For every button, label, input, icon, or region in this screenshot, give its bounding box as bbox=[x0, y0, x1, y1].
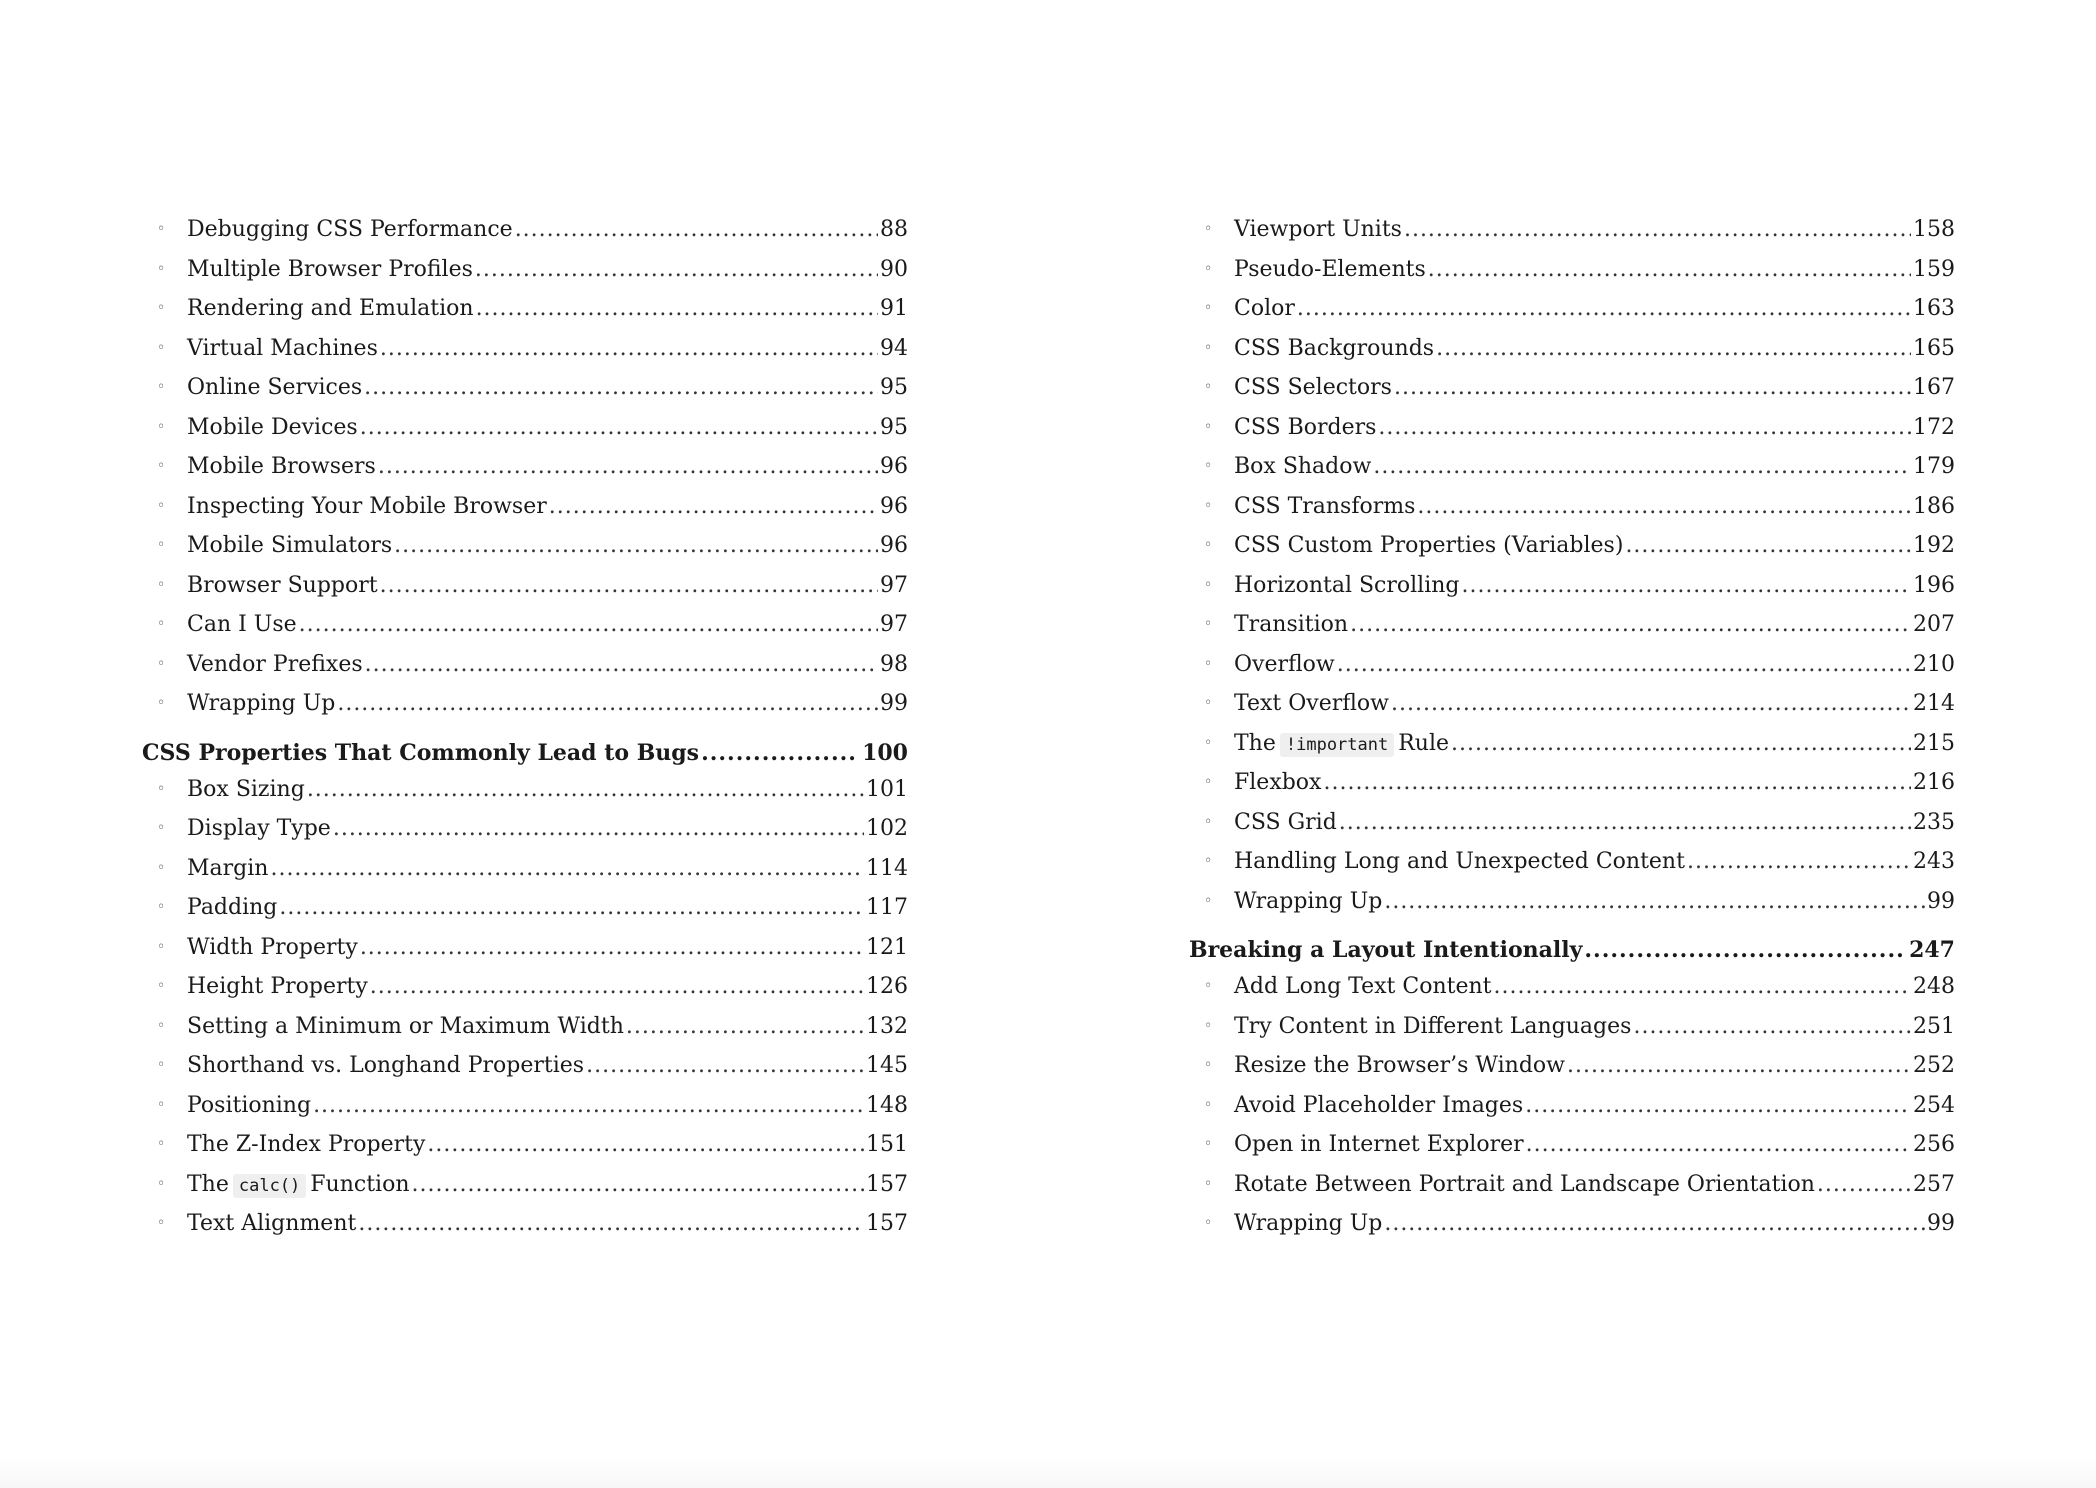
dot-leader bbox=[1384, 882, 1925, 922]
toc-entry[interactable] bbox=[142, 1204, 908, 1244]
bullet-icon: ◦ bbox=[157, 978, 166, 994]
toc-entry[interactable] bbox=[142, 447, 908, 487]
toc-entry[interactable] bbox=[142, 329, 908, 369]
bullet-icon: ◦ bbox=[1204, 1175, 1213, 1192]
entry-title: Handling Long and Unexpected Content bbox=[1234, 849, 1685, 874]
entry-title-prefix: The bbox=[187, 1171, 229, 1197]
entry-title: Add Long Text Content bbox=[1234, 974, 1492, 999]
dot-leader bbox=[313, 1086, 864, 1126]
dot-leader bbox=[370, 967, 864, 1007]
toc-entry[interactable] bbox=[1189, 645, 1955, 685]
toc-section-heading[interactable] bbox=[1189, 933, 1955, 967]
dot-leader bbox=[1567, 1046, 1911, 1086]
entry-title: Text Alignment bbox=[187, 1211, 357, 1236]
toc-entry[interactable] bbox=[142, 809, 908, 849]
bullet-icon: ◦ bbox=[157, 859, 166, 876]
bullet-icon: ◦ bbox=[1204, 576, 1213, 593]
bullet-icon: ◦ bbox=[157, 576, 166, 593]
toc-entry[interactable] bbox=[142, 1165, 908, 1205]
entry-page-number: 157 bbox=[866, 1171, 908, 1197]
bullet-icon: ◦ bbox=[157, 1057, 166, 1073]
bullet-icon: ◦ bbox=[157, 497, 166, 514]
entry-title: Shorthand vs. Longhand Properties bbox=[187, 1053, 585, 1078]
dot-leader bbox=[1384, 1204, 1925, 1244]
entry-title-suffix: Rule bbox=[1398, 730, 1450, 756]
entry-title-suffix: Function bbox=[310, 1171, 410, 1197]
entry-title: Setting a Minimum or Maximum Width bbox=[187, 1013, 624, 1039]
dot-leader bbox=[586, 1046, 864, 1086]
bullet-icon: ◦ bbox=[157, 655, 166, 672]
toc-entry[interactable] bbox=[142, 770, 908, 810]
entry-title: Transition bbox=[1234, 612, 1349, 637]
dot-leader bbox=[475, 250, 878, 290]
toc-list bbox=[1189, 210, 1955, 921]
toc-left-column bbox=[142, 210, 908, 1244]
bullet-icon: ◦ bbox=[1204, 774, 1213, 790]
toc-entry[interactable] bbox=[142, 289, 908, 329]
entry-page-number: 99 bbox=[880, 691, 908, 716]
toc-entry[interactable] bbox=[142, 1046, 908, 1086]
bullet-icon: ◦ bbox=[1204, 497, 1213, 514]
entry-title: Mobile Devices bbox=[187, 414, 358, 440]
bullet-icon: ◦ bbox=[157, 780, 166, 797]
toc-entry[interactable] bbox=[1189, 1125, 1955, 1165]
bullet-icon: ◦ bbox=[1204, 616, 1213, 632]
dot-leader bbox=[1350, 605, 1911, 645]
bullet-icon: ◦ bbox=[1204, 300, 1213, 316]
toc-entry[interactable] bbox=[1189, 1165, 1955, 1205]
entry-title: Height Property bbox=[187, 974, 368, 999]
bullet-icon: ◦ bbox=[1204, 1057, 1213, 1073]
entry-title: CSS Grid bbox=[1234, 809, 1337, 835]
entry-page-number: 243 bbox=[1913, 849, 1955, 874]
entry-page-number: 96 bbox=[880, 493, 908, 519]
dot-leader bbox=[1436, 329, 1911, 369]
toc-list bbox=[142, 770, 908, 1244]
entry-page-number: 215 bbox=[1913, 730, 1955, 756]
dot-leader bbox=[476, 289, 878, 329]
dot-leader bbox=[1323, 763, 1911, 803]
toc-entry[interactable] bbox=[1189, 487, 1955, 527]
dot-leader bbox=[360, 408, 878, 448]
bullet-icon: ◦ bbox=[1204, 853, 1213, 869]
entry-page-number: 99 bbox=[1927, 888, 1955, 914]
bullet-icon: ◦ bbox=[1204, 813, 1213, 830]
entry-page-number: 151 bbox=[866, 1132, 908, 1157]
toc-entry[interactable] bbox=[142, 250, 908, 290]
entry-title: Virtual Machines bbox=[187, 335, 378, 361]
entry-page-number: 214 bbox=[1913, 691, 1955, 716]
entry-title: Browser Support bbox=[187, 572, 378, 598]
toc-entry[interactable] bbox=[1189, 967, 1955, 1007]
dot-leader bbox=[1404, 210, 1911, 250]
dot-leader bbox=[1584, 933, 1903, 967]
bullet-icon: ◦ bbox=[157, 379, 166, 395]
entry-title: Online Services bbox=[187, 375, 363, 400]
bullet-icon: ◦ bbox=[157, 260, 166, 277]
toc-entry[interactable] bbox=[142, 526, 908, 566]
bullet-icon: ◦ bbox=[157, 418, 166, 435]
entry-title: Inspecting Your Mobile Browser bbox=[187, 493, 547, 519]
toc-entry[interactable] bbox=[142, 684, 908, 724]
dot-leader bbox=[1297, 289, 1911, 329]
bullet-icon: ◦ bbox=[157, 1175, 166, 1192]
entry-title: Multiple Browser Profiles bbox=[187, 256, 473, 282]
entry-title: Box Sizing bbox=[187, 776, 305, 802]
entry-page-number: 159 bbox=[1913, 256, 1955, 282]
bullet-icon: ◦ bbox=[1204, 1215, 1213, 1231]
entry-page-number: 97 bbox=[880, 612, 908, 637]
bullet-icon: ◦ bbox=[1204, 734, 1213, 751]
entry-title: Width Property bbox=[187, 934, 358, 960]
dot-leader bbox=[307, 770, 864, 810]
toc-entry[interactable] bbox=[1189, 1204, 1955, 1244]
entry-page-number: 165 bbox=[1913, 335, 1955, 361]
entry-title: Wrapping Up bbox=[187, 691, 336, 716]
dot-leader bbox=[1625, 526, 1911, 566]
toc-list bbox=[142, 210, 908, 724]
dot-leader bbox=[701, 736, 856, 770]
toc-entry[interactable] bbox=[1189, 1007, 1955, 1047]
entry-page-number: 207 bbox=[1913, 612, 1955, 637]
dot-leader bbox=[1394, 368, 1911, 408]
entry-title: Mobile Browsers bbox=[187, 454, 376, 479]
toc-entry[interactable] bbox=[1189, 803, 1955, 843]
bullet-icon: ◦ bbox=[157, 820, 166, 836]
entry-title: Try Content in Different Languages bbox=[1234, 1013, 1632, 1039]
entry-page-number: 192 bbox=[1913, 533, 1955, 558]
entry-title bbox=[187, 1165, 412, 1207]
toc-entry[interactable] bbox=[142, 566, 908, 606]
dot-leader bbox=[360, 928, 864, 968]
toc-entry[interactable] bbox=[1189, 724, 1955, 764]
entry-title: Pseudo-Elements bbox=[1234, 256, 1426, 282]
dot-leader bbox=[358, 1204, 864, 1244]
dot-leader bbox=[1462, 566, 1912, 606]
entry-page-number: 114 bbox=[866, 855, 908, 881]
toc-entry[interactable] bbox=[142, 967, 908, 1007]
toc-entry[interactable] bbox=[142, 368, 908, 408]
entry-title: Overflow bbox=[1234, 651, 1335, 677]
entry-title: Horizontal Scrolling bbox=[1234, 572, 1460, 598]
entry-page-number: 179 bbox=[1913, 454, 1955, 479]
section-page-number: 100 bbox=[862, 739, 908, 766]
entry-title: Rotate Between Portrait and Landscape Orientation bbox=[1234, 1171, 1815, 1197]
dot-leader bbox=[549, 487, 878, 527]
toc-entry[interactable] bbox=[142, 849, 908, 889]
dot-leader bbox=[1817, 1165, 1911, 1205]
bullet-icon: ◦ bbox=[1204, 379, 1213, 395]
toc-entry[interactable] bbox=[1189, 289, 1955, 329]
dot-leader bbox=[1391, 684, 1911, 724]
dot-leader bbox=[270, 849, 864, 889]
entry-page-number: 117 bbox=[866, 895, 908, 920]
dot-leader bbox=[1525, 1086, 1911, 1126]
entry-page-number: 257 bbox=[1913, 1171, 1955, 1197]
bullet-icon: ◦ bbox=[1204, 978, 1213, 994]
bullet-icon: ◦ bbox=[157, 938, 166, 955]
bullet-icon: ◦ bbox=[1204, 221, 1213, 237]
entry-page-number: 98 bbox=[880, 651, 908, 677]
entry-page-number: 158 bbox=[1913, 217, 1955, 242]
entry-page-number: 96 bbox=[880, 454, 908, 479]
entry-page-number: 148 bbox=[866, 1092, 908, 1118]
entry-title: Resize the Browser’s Window bbox=[1234, 1053, 1565, 1078]
bullet-icon: ◦ bbox=[157, 537, 166, 553]
dot-leader bbox=[1451, 724, 1911, 764]
bullet-icon: ◦ bbox=[157, 695, 166, 711]
bullet-icon: ◦ bbox=[1204, 1096, 1213, 1113]
entry-title: Padding bbox=[187, 895, 278, 920]
dot-leader bbox=[1373, 447, 1911, 487]
dot-leader bbox=[1378, 408, 1911, 448]
toc-entry[interactable] bbox=[142, 408, 908, 448]
toc-entry[interactable] bbox=[142, 645, 908, 685]
toc-entry[interactable] bbox=[1189, 763, 1955, 803]
entry-title: Display Type bbox=[187, 816, 331, 841]
dot-leader bbox=[394, 526, 878, 566]
bullet-icon: ◦ bbox=[1204, 418, 1213, 435]
toc-entry[interactable] bbox=[142, 487, 908, 527]
toc-entry[interactable] bbox=[142, 605, 908, 645]
entry-code: !important bbox=[1280, 733, 1394, 757]
entry-page-number: 95 bbox=[880, 375, 908, 400]
entry-title: CSS Borders bbox=[1234, 414, 1377, 440]
toc-right-column bbox=[1189, 210, 1955, 1244]
entry-page-number: 163 bbox=[1913, 296, 1955, 321]
toc-entry[interactable] bbox=[142, 888, 908, 928]
entry-title: Margin bbox=[187, 855, 269, 881]
entry-title: CSS Backgrounds bbox=[1234, 335, 1435, 361]
bullet-icon: ◦ bbox=[157, 300, 166, 316]
bullet-icon: ◦ bbox=[1204, 339, 1213, 356]
entry-title: Viewport Units bbox=[1234, 217, 1402, 242]
dot-leader bbox=[1687, 842, 1911, 882]
toc-entry[interactable] bbox=[1189, 250, 1955, 290]
entry-title bbox=[1234, 724, 1451, 766]
entry-page-number: 256 bbox=[1913, 1132, 1955, 1157]
entry-page-number: 251 bbox=[1913, 1013, 1955, 1039]
entry-title: Open in Internet Explorer bbox=[1234, 1132, 1524, 1157]
bullet-icon: ◦ bbox=[157, 1017, 166, 1034]
entry-title: CSS Custom Properties (Variables) bbox=[1234, 533, 1624, 558]
bullet-icon: ◦ bbox=[1204, 655, 1213, 672]
entry-page-number: 132 bbox=[866, 1013, 908, 1039]
toc-entry[interactable] bbox=[1189, 882, 1955, 922]
entry-page-number: 96 bbox=[880, 533, 908, 558]
bullet-icon: ◦ bbox=[1204, 695, 1213, 711]
section-title: CSS Properties That Commonly Lead to Bugs bbox=[142, 739, 700, 766]
entry-page-number: 101 bbox=[866, 776, 908, 802]
dot-leader bbox=[1339, 803, 1911, 843]
entry-title: Mobile Simulators bbox=[187, 533, 393, 558]
entry-page-number: 252 bbox=[1913, 1053, 1955, 1078]
dot-leader bbox=[380, 329, 878, 369]
toc-entry[interactable] bbox=[1189, 684, 1955, 724]
bullet-icon: ◦ bbox=[1204, 1017, 1213, 1034]
entry-title: Wrapping Up bbox=[1234, 888, 1383, 914]
dot-leader bbox=[337, 684, 878, 724]
bullet-icon: ◦ bbox=[1204, 458, 1213, 474]
bullet-icon: ◦ bbox=[157, 1136, 166, 1152]
entry-page-number: 167 bbox=[1913, 375, 1955, 400]
bullet-icon: ◦ bbox=[1204, 260, 1213, 277]
toc-entry[interactable] bbox=[142, 928, 908, 968]
toc-entry[interactable] bbox=[1189, 1046, 1955, 1086]
entry-page-number: 99 bbox=[1927, 1211, 1955, 1236]
entry-page-number: 91 bbox=[880, 296, 908, 321]
entry-title: Flexbox bbox=[1234, 770, 1322, 795]
bullet-icon: ◦ bbox=[1204, 1136, 1213, 1152]
entry-title: Text Overflow bbox=[1234, 691, 1389, 716]
bullet-icon: ◦ bbox=[1204, 892, 1213, 909]
bullet-icon: ◦ bbox=[157, 339, 166, 356]
section-title: Breaking a Layout Intentionally bbox=[1189, 937, 1583, 963]
entry-code: calc() bbox=[233, 1174, 306, 1198]
dot-leader bbox=[1417, 487, 1911, 527]
dot-leader bbox=[1337, 645, 1911, 685]
dot-leader bbox=[626, 1007, 864, 1047]
bullet-icon: ◦ bbox=[157, 221, 166, 237]
toc-entry[interactable] bbox=[1189, 408, 1955, 448]
toc-entry[interactable] bbox=[1189, 526, 1955, 566]
entry-title: Debugging CSS Performance bbox=[187, 217, 513, 242]
toc-entry[interactable] bbox=[1189, 566, 1955, 606]
dot-leader bbox=[299, 605, 878, 645]
bullet-icon: ◦ bbox=[157, 616, 166, 632]
entry-page-number: 254 bbox=[1913, 1092, 1955, 1118]
toc-section-heading[interactable] bbox=[142, 736, 908, 770]
dot-leader bbox=[412, 1165, 864, 1205]
toc-entry[interactable] bbox=[1189, 447, 1955, 487]
entry-title: Box Shadow bbox=[1234, 454, 1372, 479]
entry-title: Wrapping Up bbox=[1234, 1211, 1383, 1236]
dot-leader bbox=[279, 888, 864, 928]
entry-title: Can I Use bbox=[187, 612, 297, 637]
entry-title: Avoid Placeholder Images bbox=[1234, 1092, 1524, 1118]
entry-page-number: 248 bbox=[1913, 974, 1955, 999]
bullet-icon: ◦ bbox=[157, 899, 166, 915]
section-page-number: 247 bbox=[1909, 937, 1955, 963]
dot-leader bbox=[364, 368, 878, 408]
entry-page-number: 145 bbox=[866, 1053, 908, 1078]
toc-entry[interactable] bbox=[1189, 210, 1955, 250]
toc-entry[interactable] bbox=[1189, 842, 1955, 882]
toc-entry[interactable] bbox=[1189, 368, 1955, 408]
entry-title: Rendering and Emulation bbox=[187, 296, 474, 321]
bullet-icon: ◦ bbox=[1204, 537, 1213, 553]
dot-leader bbox=[515, 210, 878, 250]
entry-page-number: 157 bbox=[866, 1211, 908, 1236]
toc-list bbox=[1189, 967, 1955, 1244]
bullet-icon: ◦ bbox=[157, 458, 166, 474]
page-edge-shade bbox=[0, 1458, 2096, 1488]
entry-page-number: 121 bbox=[866, 934, 908, 960]
entry-page-number: 102 bbox=[866, 816, 908, 841]
toc-entry[interactable] bbox=[1189, 329, 1955, 369]
entry-title-prefix: The bbox=[1234, 730, 1276, 756]
entry-page-number: 88 bbox=[880, 217, 908, 242]
entry-page-number: 196 bbox=[1913, 572, 1955, 598]
toc-entry[interactable] bbox=[142, 210, 908, 250]
entry-page-number: 95 bbox=[880, 414, 908, 440]
entry-title: CSS Selectors bbox=[1234, 375, 1392, 400]
bullet-icon: ◦ bbox=[157, 1215, 166, 1231]
entry-page-number: 235 bbox=[1913, 809, 1955, 835]
entry-page-number: 186 bbox=[1913, 493, 1955, 519]
entry-title: Vendor Prefixes bbox=[187, 651, 363, 677]
dot-leader bbox=[1494, 967, 1912, 1007]
toc-entry[interactable] bbox=[1189, 1086, 1955, 1126]
entry-title: CSS Transforms bbox=[1234, 493, 1416, 519]
bullet-icon: ◦ bbox=[157, 1096, 166, 1113]
entry-page-number: 172 bbox=[1913, 414, 1955, 440]
toc-entry[interactable] bbox=[142, 1007, 908, 1047]
entry-title: Color bbox=[1234, 296, 1295, 321]
dot-leader bbox=[378, 447, 878, 487]
toc-entry[interactable] bbox=[142, 1125, 908, 1165]
entry-page-number: 97 bbox=[880, 572, 908, 598]
toc-entry[interactable] bbox=[142, 1086, 908, 1126]
dot-leader bbox=[1633, 1007, 1911, 1047]
dot-leader bbox=[1526, 1125, 1911, 1165]
dot-leader bbox=[365, 645, 878, 685]
entry-page-number: 94 bbox=[880, 335, 908, 361]
dot-leader bbox=[333, 809, 864, 849]
entry-title: Positioning bbox=[187, 1092, 312, 1118]
toc-entry[interactable] bbox=[1189, 605, 1955, 645]
entry-page-number: 210 bbox=[1913, 651, 1955, 677]
entry-page-number: 216 bbox=[1913, 770, 1955, 795]
dot-leader bbox=[380, 566, 878, 606]
entry-title: The Z-Index Property bbox=[187, 1132, 426, 1157]
entry-page-number: 90 bbox=[880, 256, 908, 282]
dot-leader bbox=[1428, 250, 1911, 290]
dot-leader bbox=[427, 1125, 864, 1165]
entry-page-number: 126 bbox=[866, 974, 908, 999]
